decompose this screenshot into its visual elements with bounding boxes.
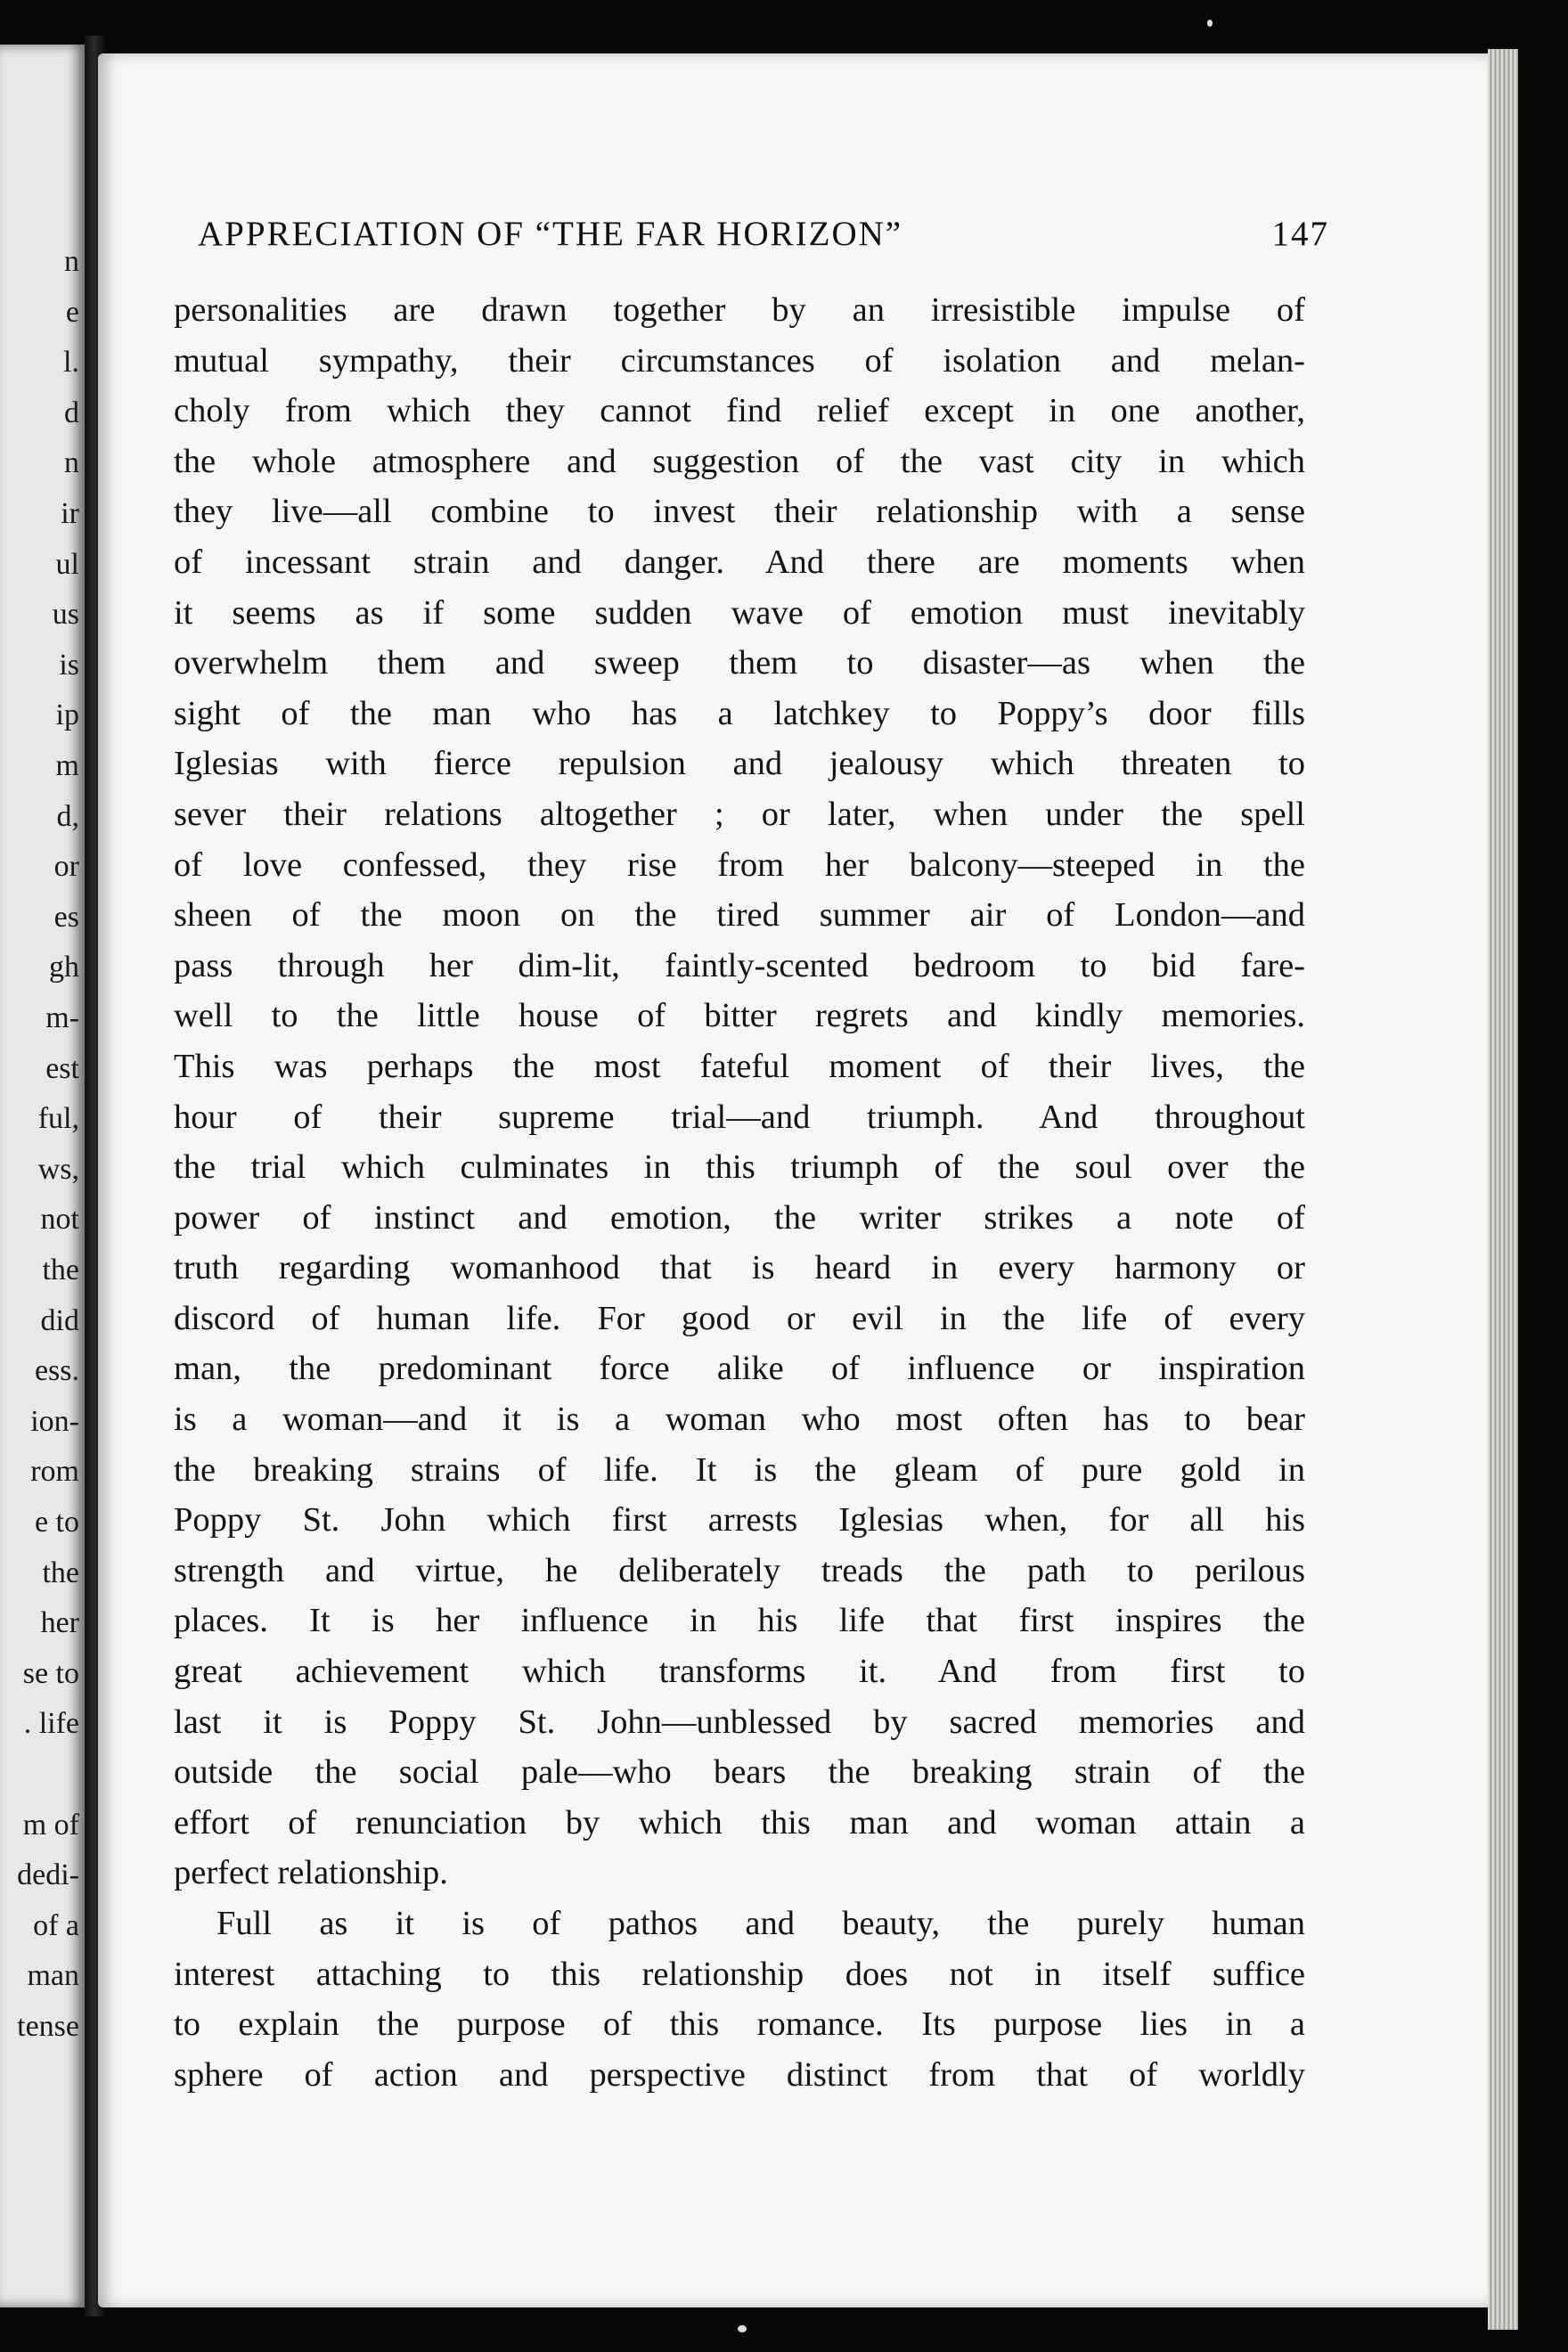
text-line: mutual sympathy, their circumstances of isolation and melan- [174, 341, 1305, 380]
text-line: of love confessed, they rise from her balcony—steeped in the [174, 845, 1305, 884]
previous-page-line-fragment: gh [49, 951, 79, 984]
previous-page-line-fragment: ip [55, 698, 79, 732]
text-line: the trial which culminates in this triumph of the soul over the [174, 1148, 1305, 1187]
text-line: personalities are drawn together by an irresistible impulse of [174, 291, 1305, 329]
previous-page-line-fragment: rom [30, 1455, 79, 1489]
previous-page-line-fragment: n [64, 446, 79, 480]
previous-page-line-fragment: e [65, 295, 79, 329]
text-line: power of instinct and emotion, the writer strikes a note of [174, 1198, 1305, 1237]
text-line: it seems as if some sudden wave of emotion must inevitably [174, 593, 1305, 632]
text-line: discord of human life. For good or evil in the life of every [174, 1299, 1305, 1337]
text-line: they live—all combine to invest their relationship with a sense [174, 493, 1305, 531]
previous-page-line-fragment: e to [34, 1506, 79, 1539]
text-line: interest attaching to this relationship does not in itself suffice [174, 1955, 1305, 1993]
text-line: Full as it is of pathos and beauty, the purely human [216, 1905, 1305, 1942]
previous-page-line-fragment: not [40, 1203, 79, 1237]
previous-page-line-fragment: did [40, 1303, 79, 1337]
text-line: pass through her dim-lit, faintly-scented bedroom to bid fare- [174, 946, 1305, 984]
previous-page-line-fragment: d, [56, 799, 79, 833]
text-line: perfect relationship. [174, 1854, 448, 1892]
text-line: great achievement which transforms it. And from first to [174, 1653, 1305, 1691]
text-line: sever their relations altogether ; or later, when under the spell [174, 795, 1305, 833]
page-block-edges [1488, 49, 1518, 2330]
previous-page-line-fragment: us [52, 598, 79, 632]
paragraph [174, 1899, 1305, 2100]
previous-page-line-fragment: the [42, 1254, 79, 1286]
previous-page-line-fragment: man [27, 1959, 79, 1993]
previous-page-line-fragment: dedi- [17, 1858, 79, 1892]
previous-page-line-fragment: . life [23, 1707, 79, 1741]
previous-page-line-fragment: the [42, 1556, 79, 1589]
text-line: effort of renunciation by which this man and woman attain a [174, 1803, 1305, 1842]
text-line: places. It is her influence in his life that first inspires the [174, 1602, 1305, 1640]
previous-page-line-fragment: est [45, 1051, 79, 1085]
previous-page-line-fragment: of a [33, 1908, 79, 1942]
previous-page-line-fragment: her [40, 1606, 79, 1640]
text-line: the breaking strains of life. It is the gleam of pure gold in [174, 1450, 1305, 1489]
text-line: the whole atmosphere and suggestion of the vast city in which [174, 442, 1305, 480]
previous-page-line-fragment: ws, [37, 1152, 79, 1186]
text-line: Poppy St. John which first arrests Iglesias when, for all his [174, 1501, 1305, 1539]
text-line: outside the social pale—who bears the breaking strain of the [174, 1753, 1305, 1792]
previous-page-line-fragment: ul [55, 547, 79, 581]
previous-page-line-fragment: se to [22, 1656, 79, 1690]
previous-page-line-fragment: es [53, 900, 79, 934]
text-line: of incessant strain and danger. And there are moments when [174, 543, 1305, 581]
text-line: to explain the purpose of this romance. Its purpose lies in a [174, 2005, 1305, 2044]
scan-dust-speck [738, 2325, 747, 2332]
text-line: Iglesias with fierce repulsion and jealousy which threaten to [174, 745, 1305, 783]
previous-page-line-fragment: l. [63, 346, 79, 380]
book-page [98, 53, 1488, 2307]
text-line: last it is Poppy St. John—unblessed by sacred memories and [174, 1703, 1305, 1741]
previous-page-line-fragment: d [64, 396, 79, 429]
previous-page-edge [0, 45, 85, 2307]
text-line: man, the predominant force alike of influence or inspiration [174, 1350, 1305, 1388]
previous-page-line-fragment: ir [61, 497, 79, 530]
text-line: truth regarding womanhood that is heard in every harmony or [174, 1249, 1305, 1287]
text-line: sight of the man who has a latchkey to Poppy’s door fills [174, 694, 1305, 732]
previous-page-line-fragment: ion- [30, 1404, 79, 1438]
previous-page-line-fragment: m of [22, 1808, 79, 1842]
paragraph [174, 285, 1305, 1899]
previous-page-line-fragment: ful, [37, 1102, 79, 1136]
previous-page-line-fragment: or [53, 850, 79, 884]
previous-page-line-fragment: m- [45, 1001, 79, 1034]
previous-page-line-fragment: is [59, 648, 79, 682]
text-line: well to the little house of bitter regrets and kindly memories. [174, 997, 1305, 1035]
text-line: is a woman—and it is a woman who most often has to bear [174, 1401, 1305, 1439]
text-line: choly from which they cannot find relief except in one another, [174, 392, 1305, 430]
text-line: sphere of action and perspective distinct from that of worldly [174, 2055, 1305, 2094]
text-line: sheen of the moon on the tired summer air of London—and [174, 896, 1305, 935]
text-line: strength and virtue, he deliberately treads the path to perilous [174, 1551, 1305, 1589]
previous-page-line-fragment: m [55, 749, 79, 782]
text-line: hour of their supreme trial—and triumph. And throughout [174, 1098, 1305, 1136]
previous-page-line-fragment: tense [17, 2010, 79, 2043]
body-text [174, 285, 1305, 2100]
text-line: This was perhaps the most fateful moment of their lives, the [174, 1047, 1305, 1085]
previous-page-line-fragment: n [64, 245, 79, 278]
page-number: 147 [1271, 215, 1329, 253]
scan-dust-speck [1207, 20, 1213, 27]
previous-page-line-fragment: ess. [34, 1354, 79, 1388]
running-head-title: APPRECIATION OF “THE FAR HORIZON” [198, 215, 903, 253]
text-line: overwhelm them and sweep them to disaster—as when the [174, 644, 1305, 682]
